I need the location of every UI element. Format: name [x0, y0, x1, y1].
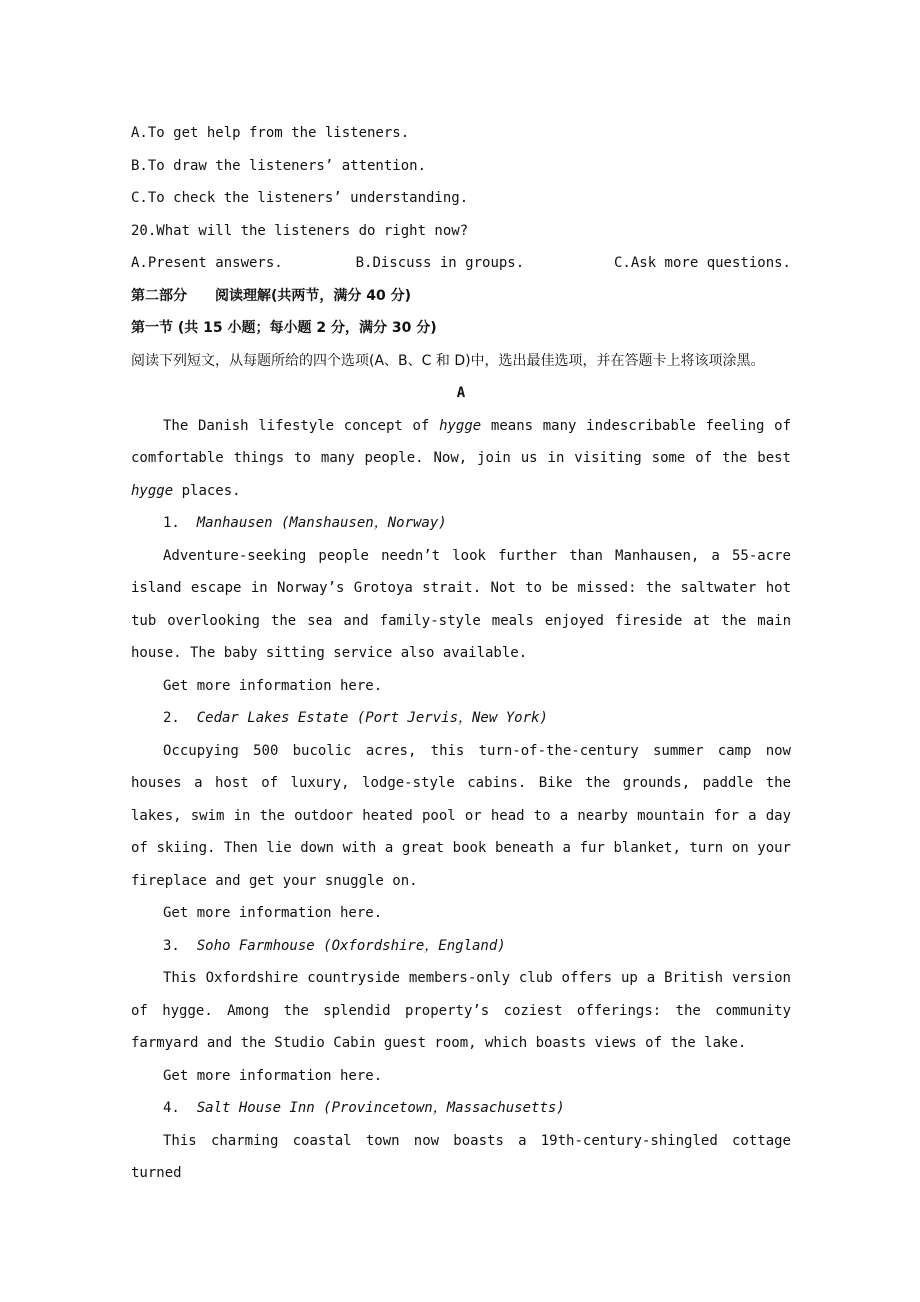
item-1-number: 1.: [163, 515, 180, 531]
item-1-title: Manhausen (Manshausen，Norway): [196, 515, 447, 531]
item-4-title: Salt House Inn (Provincetown，Massachusetts): [196, 1100, 565, 1116]
item-3-number: 3.: [163, 937, 180, 954]
item-2-title: Cedar Lakes Estate (Port Jervis，New York): [196, 710, 548, 726]
item-4-number: 4.: [163, 1100, 180, 1116]
document-page: [131, 117, 791, 1190]
part2-heading: [131, 280, 791, 313]
q19-option-c: C.To check the listeners’ understanding.: [131, 190, 469, 206]
item-1-text: Adventure-seeking people needn’t look further than Manhausen, a 55-acre island escape in Norway’s Grotoya strait. Not to be missed: the saltwater hot tub overlooking the sea and family-style meals enjoyed fireside at the main house. The baby sitting service also available.: [131, 547, 791, 661]
intro-text-mid: means many indescribable feeling of comfortable things to many people. Now, join us in visiting some of the best: [131, 417, 791, 466]
item-1-more-info: Get more information here.: [163, 677, 383, 694]
item-3-more-info: Get more information here.: [163, 1067, 383, 1084]
item-2-number: 2.: [163, 710, 180, 726]
q20-options: [131, 247, 791, 280]
q19-option-b: B.To draw the listeners’ attention.: [131, 157, 427, 174]
section1-heading: 第一节 (共 15 小题；每小题 2 分，满分 30 分): [131, 320, 437, 336]
q20-option-b: B.Discuss in groups.: [355, 255, 525, 271]
q20-option-a: A.Present answers.: [131, 255, 283, 271]
item-4-heading: [131, 1092, 791, 1125]
intro-text-pre: The Danish lifestyle concept of: [163, 417, 440, 434]
intro-hygge-1: hygge: [439, 417, 482, 434]
item-2-heading: [131, 702, 791, 735]
passage-intro: [131, 410, 791, 508]
item-3-heading: [131, 930, 791, 963]
q19-option-a: A.To get help from the listeners.: [131, 125, 410, 141]
passage-label: A: [456, 385, 466, 401]
item-2-more-info: Get more information here.: [163, 905, 383, 921]
item-3-text: This Oxfordshire countryside members-only club offers up a British version of hygge. Among the splendid property’s coziest offerings: the community farmyard and the Studio Cabin guest room, which boasts views of the lake.: [131, 970, 791, 1051]
intro-text-post: places.: [173, 482, 241, 499]
item-4-text: This charming coastal town now boasts a 19th-century-shingled cottage turned: [131, 1132, 791, 1181]
item-3-title: Soho Farmhouse (Oxfordshire，England): [196, 937, 506, 954]
intro-hygge-2: hygge: [131, 482, 174, 499]
item-2-text: Occupying 500 bucolic acres, this turn-of-the-century summer camp now houses a host of luxury, lodge-style cabins. Bike the grounds, paddle the lakes, swim in the outdoor heated pool or head to a nearby mountain for a day of skiing. Then lie down with a great book beneath a fur blanket, turn on your fireplace and get your snuggle on.: [131, 742, 791, 889]
item-1-heading: [131, 507, 791, 540]
q20-option-c: C.Ask more questions.: [613, 255, 791, 271]
part2-label: 第二部分: [131, 287, 187, 304]
q20-question: 20.What will the listeners do right now?: [131, 222, 469, 239]
section1-instructions: 阅读下列短文，从每题所给的四个选项(A、B、C 和 D)中，选出最佳选项，并在答题卡上将该项涂黑。: [131, 352, 765, 369]
part2-title: 阅读理解(共两节，满分 40 分): [215, 287, 412, 304]
